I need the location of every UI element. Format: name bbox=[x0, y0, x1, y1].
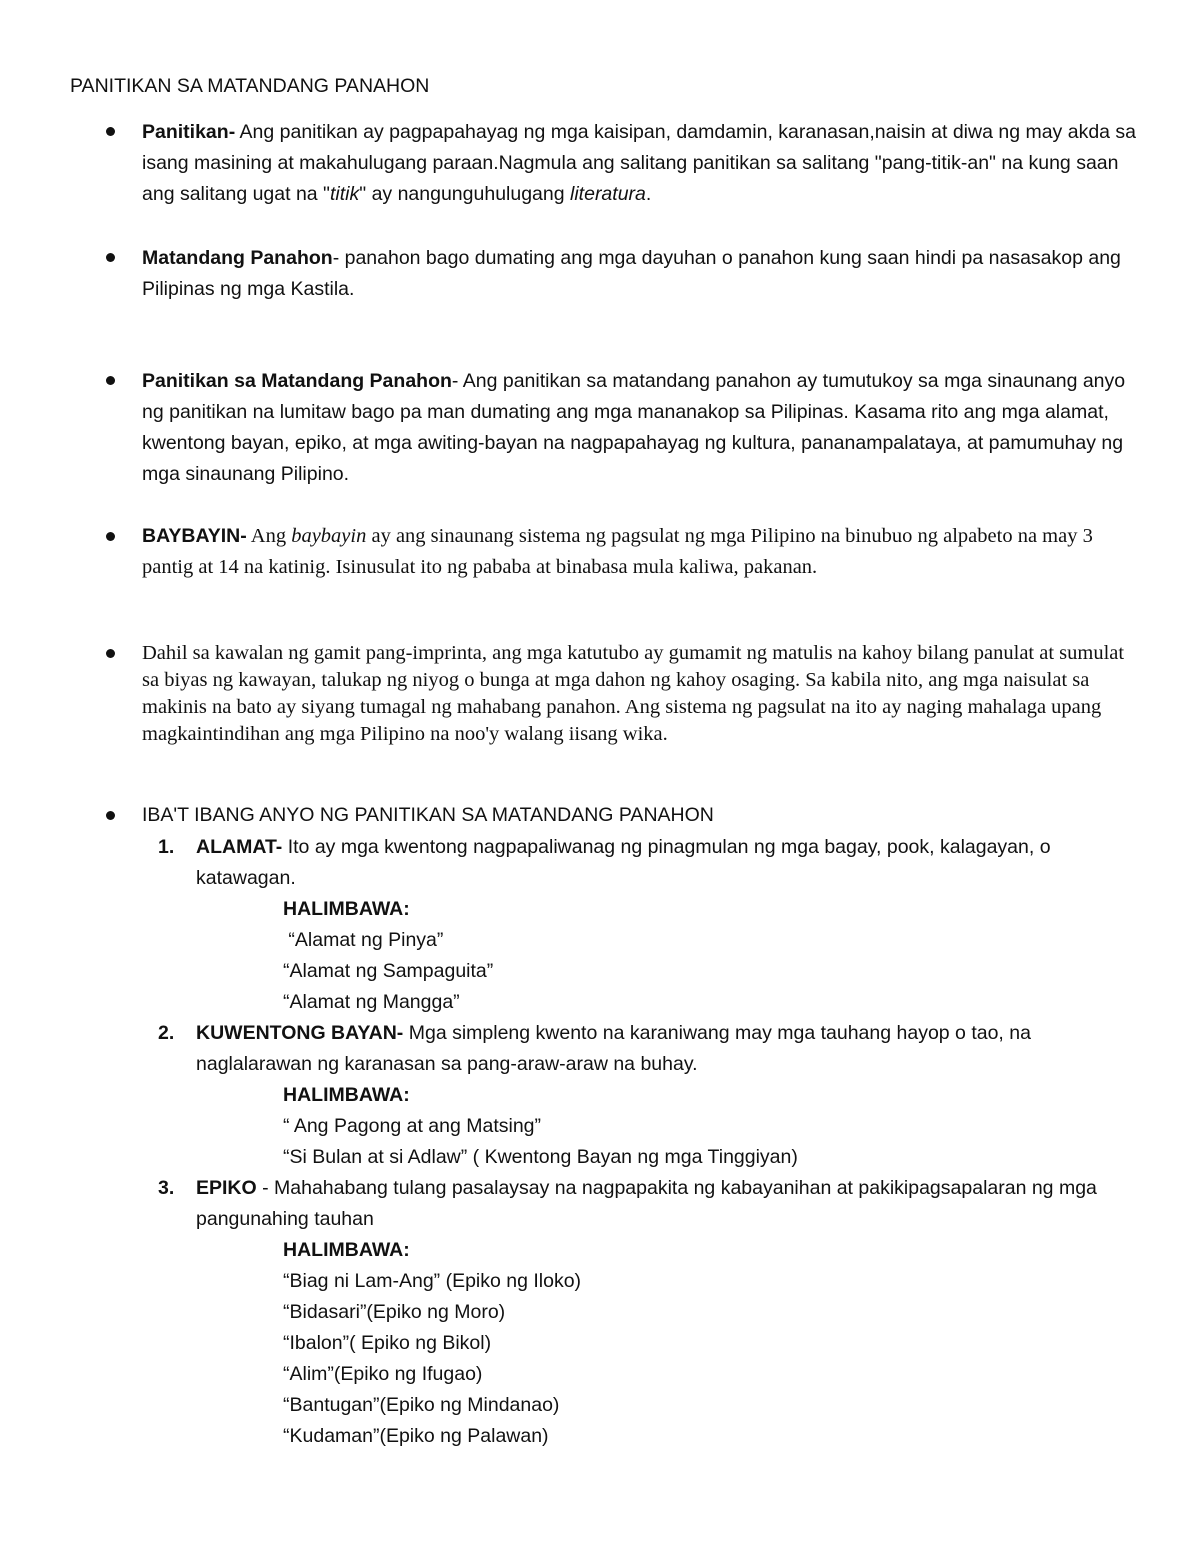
form-alamat bbox=[196, 832, 1146, 894]
definition-term: BAYBAYIN- bbox=[142, 525, 247, 547]
definition-panitikan-sa-matandang-panahon bbox=[142, 366, 1142, 490]
definition-italic-term: titik bbox=[329, 183, 360, 205]
example-item: “Alamat ng Sampaguita” bbox=[283, 960, 494, 982]
list-number: 3. bbox=[158, 1177, 175, 1199]
definition-italic-term: literatura bbox=[570, 183, 646, 205]
definition-italic-term: baybayin bbox=[291, 525, 367, 547]
document-title: PANITIKAN SA MATANDANG PANAHON bbox=[70, 75, 430, 97]
bullet-icon bbox=[106, 253, 115, 262]
examples-heading: HALIMBAWA: bbox=[283, 1239, 410, 1261]
list-number: 2. bbox=[158, 1022, 175, 1044]
examples-heading: HALIMBAWA: bbox=[283, 1084, 410, 1106]
bullet-icon bbox=[106, 532, 115, 541]
definition-matandang-panahon bbox=[142, 243, 1142, 305]
list-number: 1. bbox=[158, 836, 175, 858]
bullet-icon bbox=[106, 649, 115, 658]
form-name: EPIKO bbox=[196, 1177, 257, 1199]
form-kuwentong-bayan bbox=[196, 1018, 1146, 1080]
definition-term: Panitikan- bbox=[142, 121, 236, 143]
example-item: “Ibalon”( Epiko ng Bikol) bbox=[283, 1332, 492, 1354]
definition-text: . bbox=[645, 183, 652, 205]
form-name: ALAMAT- bbox=[196, 836, 283, 858]
example-item: “Kudaman”(Epiko ng Palawan) bbox=[283, 1425, 549, 1447]
example-item: “Alamat ng Mangga” bbox=[283, 991, 460, 1013]
example-item: “ Ang Pagong at ang Matsing” bbox=[283, 1115, 542, 1137]
examples-heading: HALIMBAWA: bbox=[283, 898, 410, 920]
definition-panitikan bbox=[142, 117, 1142, 210]
example-item: “Bantugan”(Epiko ng Mindanao) bbox=[283, 1394, 560, 1416]
example-item: “Alamat ng Pinya” bbox=[283, 929, 444, 951]
definition-term: Matandang Panahon bbox=[142, 247, 333, 269]
form-description: - Mahahabang tulang pasalaysay na nagpapakita ng kabayanihan at pakikipagsapalaran ng mga pangunahing tauhan bbox=[196, 1177, 1097, 1230]
definition-text: - Ang panitikan sa matandang panahon ay tumutukoy sa mga sinaunang anyo ng panitikan na lumitaw bago pa man dumating ang mga mananakop sa Pilipinas. Kasama rito ang mga alamat, kwentong bayan, epiko, at mga awiting-bayan na nagpapahayag ng kultura, pananampalataya, at pamumuhay ng mga sinaunang Pilipino. bbox=[142, 370, 1126, 485]
definition-text: " ay nangunguhulugang bbox=[359, 183, 571, 205]
bullet-icon bbox=[106, 127, 115, 136]
definition-text: ay ang sinaunang sistema ng pagsulat ng mga Pilipino na binubuo ng alpabeto na may 3 pantig at 14 na katinig. Isinusulat ito ng pababa at binabasa mula kaliwa, pakanan. bbox=[142, 525, 1093, 578]
example-item: “Bidasari”(Epiko ng Moro) bbox=[283, 1301, 506, 1323]
example-item: “Alim”(Epiko ng Ifugao) bbox=[283, 1363, 483, 1385]
example-item: “Biag ni Lam-Ang” (Epiko ng Iloko) bbox=[283, 1270, 582, 1292]
form-description: Mga simpleng kwento na karaniwang may mga tauhang hayop o tao, na naglalarawan ng karanasan sa pang-araw-araw na buhay. bbox=[196, 1022, 1031, 1075]
definition-text: Ang bbox=[246, 525, 292, 547]
writing-note: Dahil sa kawalan ng gamit pang-imprinta, ang mga katutubo ay gumamit ng matulis na kahoy bilang panulat at sumulat sa biyas ng kawayan, talukap ng niyog o bunga at mga dahon ng kahoy osaging. Sa kabila nito, ang mga naisulat sa makinis na bato ay siyang tumagal ng mahabang panahon. Ang sistema ng pagsulat na ito ay naging mahalaga upang magkaintindihan ang mga Pilipino na noo'y walang iisang wika. bbox=[142, 642, 1125, 745]
forms-heading: IBA'T IBANG ANYO NG PANITIKAN SA MATANDANG PANAHON bbox=[142, 804, 714, 826]
form-description: Ito ay mga kwentong nagpapaliwanag ng pinagmulan ng mga bagay, pook, kalagayan, o katawagan. bbox=[196, 836, 1051, 889]
definition-baybayin bbox=[142, 521, 1142, 583]
definition-term: Panitikan sa Matandang Panahon bbox=[142, 370, 452, 392]
example-item: “Si Bulan at si Adlaw” ( Kwentong Bayan ng mga Tinggiyan) bbox=[283, 1146, 798, 1168]
definition-text: - panahon bago dumating ang mga dayuhan o panahon kung saan hindi pa nasasakop ang Pilipinas ng mga Kastila. bbox=[142, 247, 1121, 300]
bullet-icon bbox=[106, 376, 115, 385]
form-epiko bbox=[196, 1173, 1146, 1235]
form-name: KUWENTONG BAYAN- bbox=[196, 1022, 404, 1044]
definition-text: Ang panitikan ay pagpapahayag ng mga kaisipan, damdamin, karanasan,naisin at diwa ng may akda sa isang masining at makahulugang paraan.Nagmula ang salitang panitikan sa salitang "pang-titik-an" na kung saan ang salitang ugat na " bbox=[142, 121, 1137, 205]
bullet-icon bbox=[106, 811, 115, 820]
